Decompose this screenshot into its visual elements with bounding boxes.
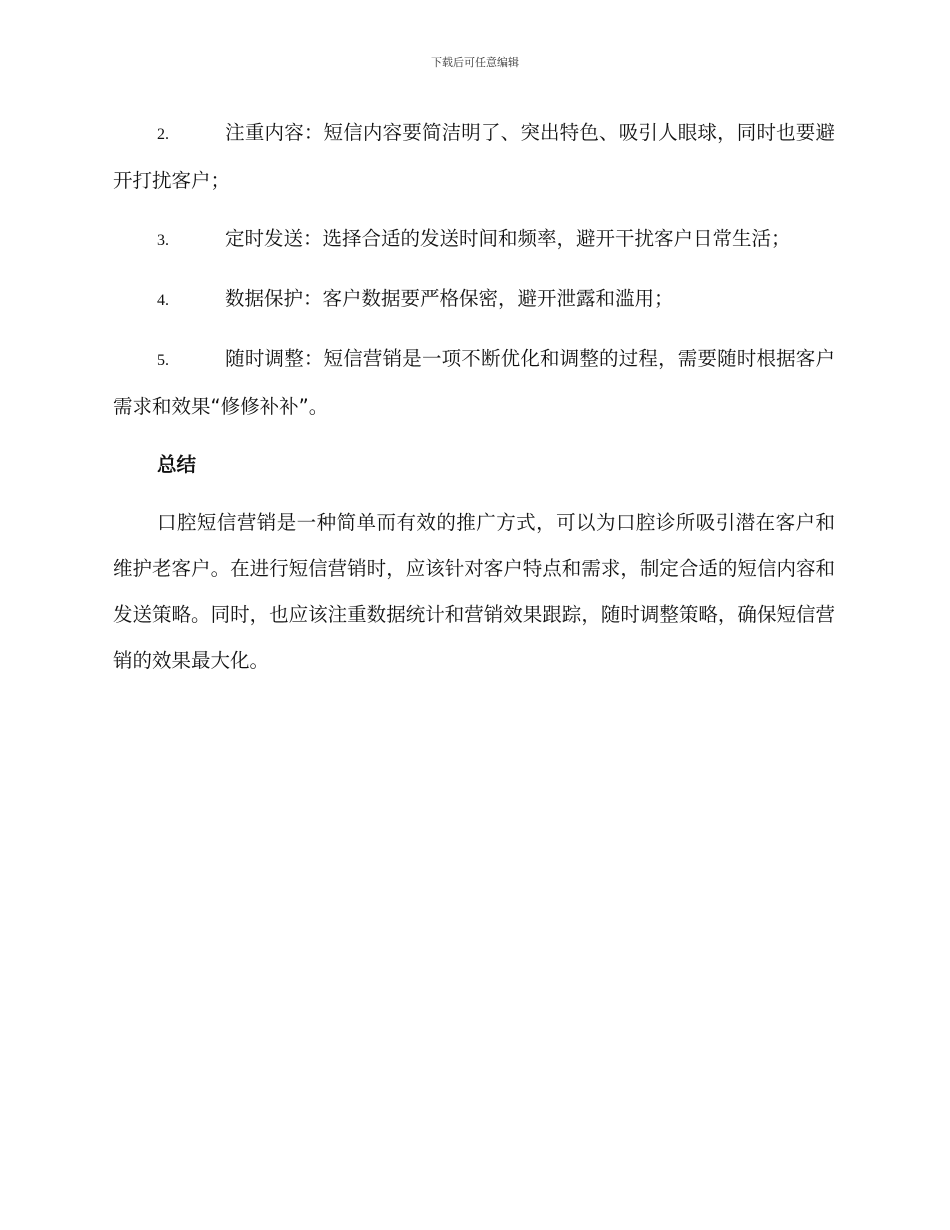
list-item-number: 4.	[157, 292, 169, 309]
list-item-number: 2.	[157, 126, 169, 143]
page-header: 下载后可任意编辑	[431, 56, 519, 69]
list-item	[113, 336, 835, 430]
list-item-text: 随时调整：短信营销是一项不断优化和调整的过程，需要随时根据客户需求和效果“修修补补”。	[113, 347, 835, 418]
section-heading-summary: 总结	[157, 453, 197, 476]
list-item-number: 3.	[157, 232, 169, 249]
list-item-text: 定时发送：选择合适的发送时间和频率，避开干扰客户日常生活；	[225, 227, 791, 250]
document-body	[113, 110, 835, 684]
list-item	[113, 216, 835, 264]
list-item	[113, 110, 835, 204]
list-item-text: 数据保护：客户数据要严格保密，避开泄露和滥用；	[225, 287, 674, 310]
list-item-text: 注重内容：短信内容要简洁明了、突出特色、吸引人眼球，同时也要避开打扰客户；	[113, 121, 835, 192]
list-item-number: 5.	[157, 352, 169, 369]
list-item	[113, 276, 835, 324]
summary-paragraph: 口腔短信营销是一种简单而有效的推广方式，可以为口腔诊所吸引潜在客户和维护老客户。在进行短信营销时，应该针对客户特点和需求，制定合适的短信内容和发送策略。同时，也应该注重数据统计和营销效果跟踪，随时调整策略，确保短信营销的效果最大化。	[113, 511, 835, 672]
